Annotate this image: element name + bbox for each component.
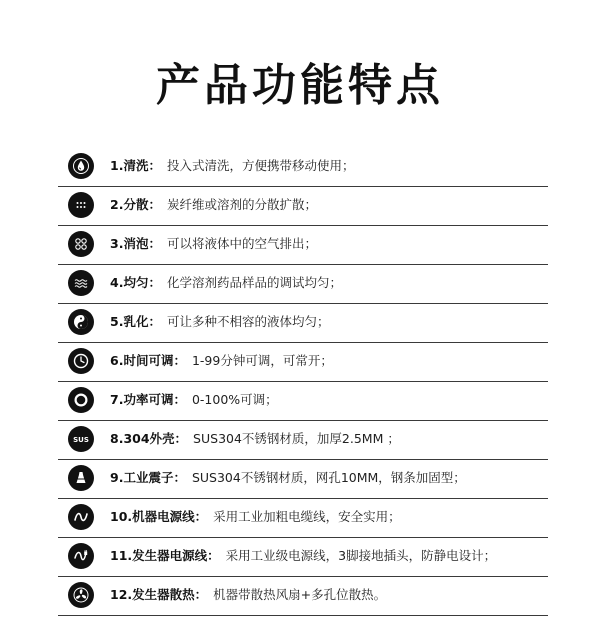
feature-item-machine-cable bbox=[58, 499, 548, 538]
feature-text bbox=[110, 235, 317, 253]
feature-text bbox=[110, 313, 329, 331]
feature-label: 6.时间可调： bbox=[110, 353, 186, 368]
power-ring-icon bbox=[68, 387, 94, 413]
feature-desc: 0-100%可调； bbox=[191, 392, 278, 407]
feature-text bbox=[110, 157, 354, 175]
feature-item-generator-cable bbox=[58, 538, 548, 577]
clock-icon bbox=[68, 348, 94, 374]
sus-badge-text: SUS bbox=[73, 435, 89, 444]
feature-text bbox=[110, 430, 400, 448]
feature-label: 10.机器电源线： bbox=[110, 509, 208, 524]
feature-label: 3.消泡： bbox=[110, 236, 161, 251]
feature-desc: 化学溶剂药品样品的调试均匀； bbox=[166, 275, 342, 290]
feature-item-dispersion bbox=[58, 187, 548, 226]
feature-label: 11.发生器电源线： bbox=[110, 548, 220, 563]
feature-desc: 采用工业加粗电缆线，安全实用； bbox=[213, 509, 401, 524]
dots-grid-icon bbox=[68, 192, 94, 218]
feature-label: 7.功率可调： bbox=[110, 392, 186, 407]
cable-icon bbox=[68, 504, 94, 530]
water-drop-icon bbox=[68, 153, 94, 179]
feature-desc: 机器带散热风扇+多孔位散热。 bbox=[213, 587, 387, 602]
feature-item-cleaning bbox=[58, 148, 548, 187]
feature-text bbox=[110, 469, 466, 487]
fan-icon bbox=[68, 582, 94, 608]
feature-item-homogenizing bbox=[58, 265, 548, 304]
feature-label: 5.乳化： bbox=[110, 314, 161, 329]
bubbles-icon bbox=[68, 231, 94, 257]
feature-text bbox=[110, 508, 401, 526]
feature-label: 12.发生器散热： bbox=[110, 587, 208, 602]
feature-text bbox=[110, 274, 342, 292]
feature-item-generator-cooling bbox=[58, 577, 548, 616]
feature-label: 9.工业震子： bbox=[110, 470, 186, 485]
feature-desc: SUS304不锈钢材质，网孔10MM，钢条加固型； bbox=[191, 470, 466, 485]
feature-label: 4.均匀： bbox=[110, 275, 161, 290]
feature-desc: 可以将液体中的空气排出； bbox=[166, 236, 317, 251]
feature-desc: 可让多种不相容的液体均匀； bbox=[166, 314, 330, 329]
feature-item-timer bbox=[58, 343, 548, 382]
feature-label: 8.304外壳： bbox=[110, 431, 188, 446]
plug-cable-icon bbox=[68, 543, 94, 569]
feature-desc: 投入式清洗，方便携带移动使用； bbox=[166, 158, 355, 173]
feature-list bbox=[58, 148, 548, 616]
sus-badge-icon bbox=[68, 426, 94, 452]
page-title: 产品功能特点 bbox=[156, 60, 444, 111]
feature-text bbox=[110, 547, 496, 565]
feature-item-power bbox=[58, 382, 548, 421]
feature-item-housing bbox=[58, 421, 548, 460]
feature-item-defoaming bbox=[58, 226, 548, 265]
feature-desc: 1-99分钟可调，可常开； bbox=[191, 353, 333, 368]
feature-label: 1.清洗： bbox=[110, 158, 161, 173]
feature-text bbox=[110, 196, 317, 214]
feature-text bbox=[110, 391, 278, 409]
feature-item-transducer bbox=[58, 460, 548, 499]
feature-desc: 采用工业级电源线，3脚接地插头，防静电设计； bbox=[225, 548, 497, 563]
feature-text bbox=[110, 586, 386, 604]
feature-desc: 炭纤维或溶剂的分散扩散； bbox=[166, 197, 317, 212]
horn-icon bbox=[68, 465, 94, 491]
feature-label: 2.分散： bbox=[110, 197, 161, 212]
waves-icon bbox=[68, 270, 94, 296]
feature-desc: SUS304不锈钢材质，加厚2.5MM ； bbox=[193, 431, 400, 446]
yin-yang-icon bbox=[68, 309, 94, 335]
feature-item-emulsifying bbox=[58, 304, 548, 343]
feature-text bbox=[110, 352, 333, 370]
